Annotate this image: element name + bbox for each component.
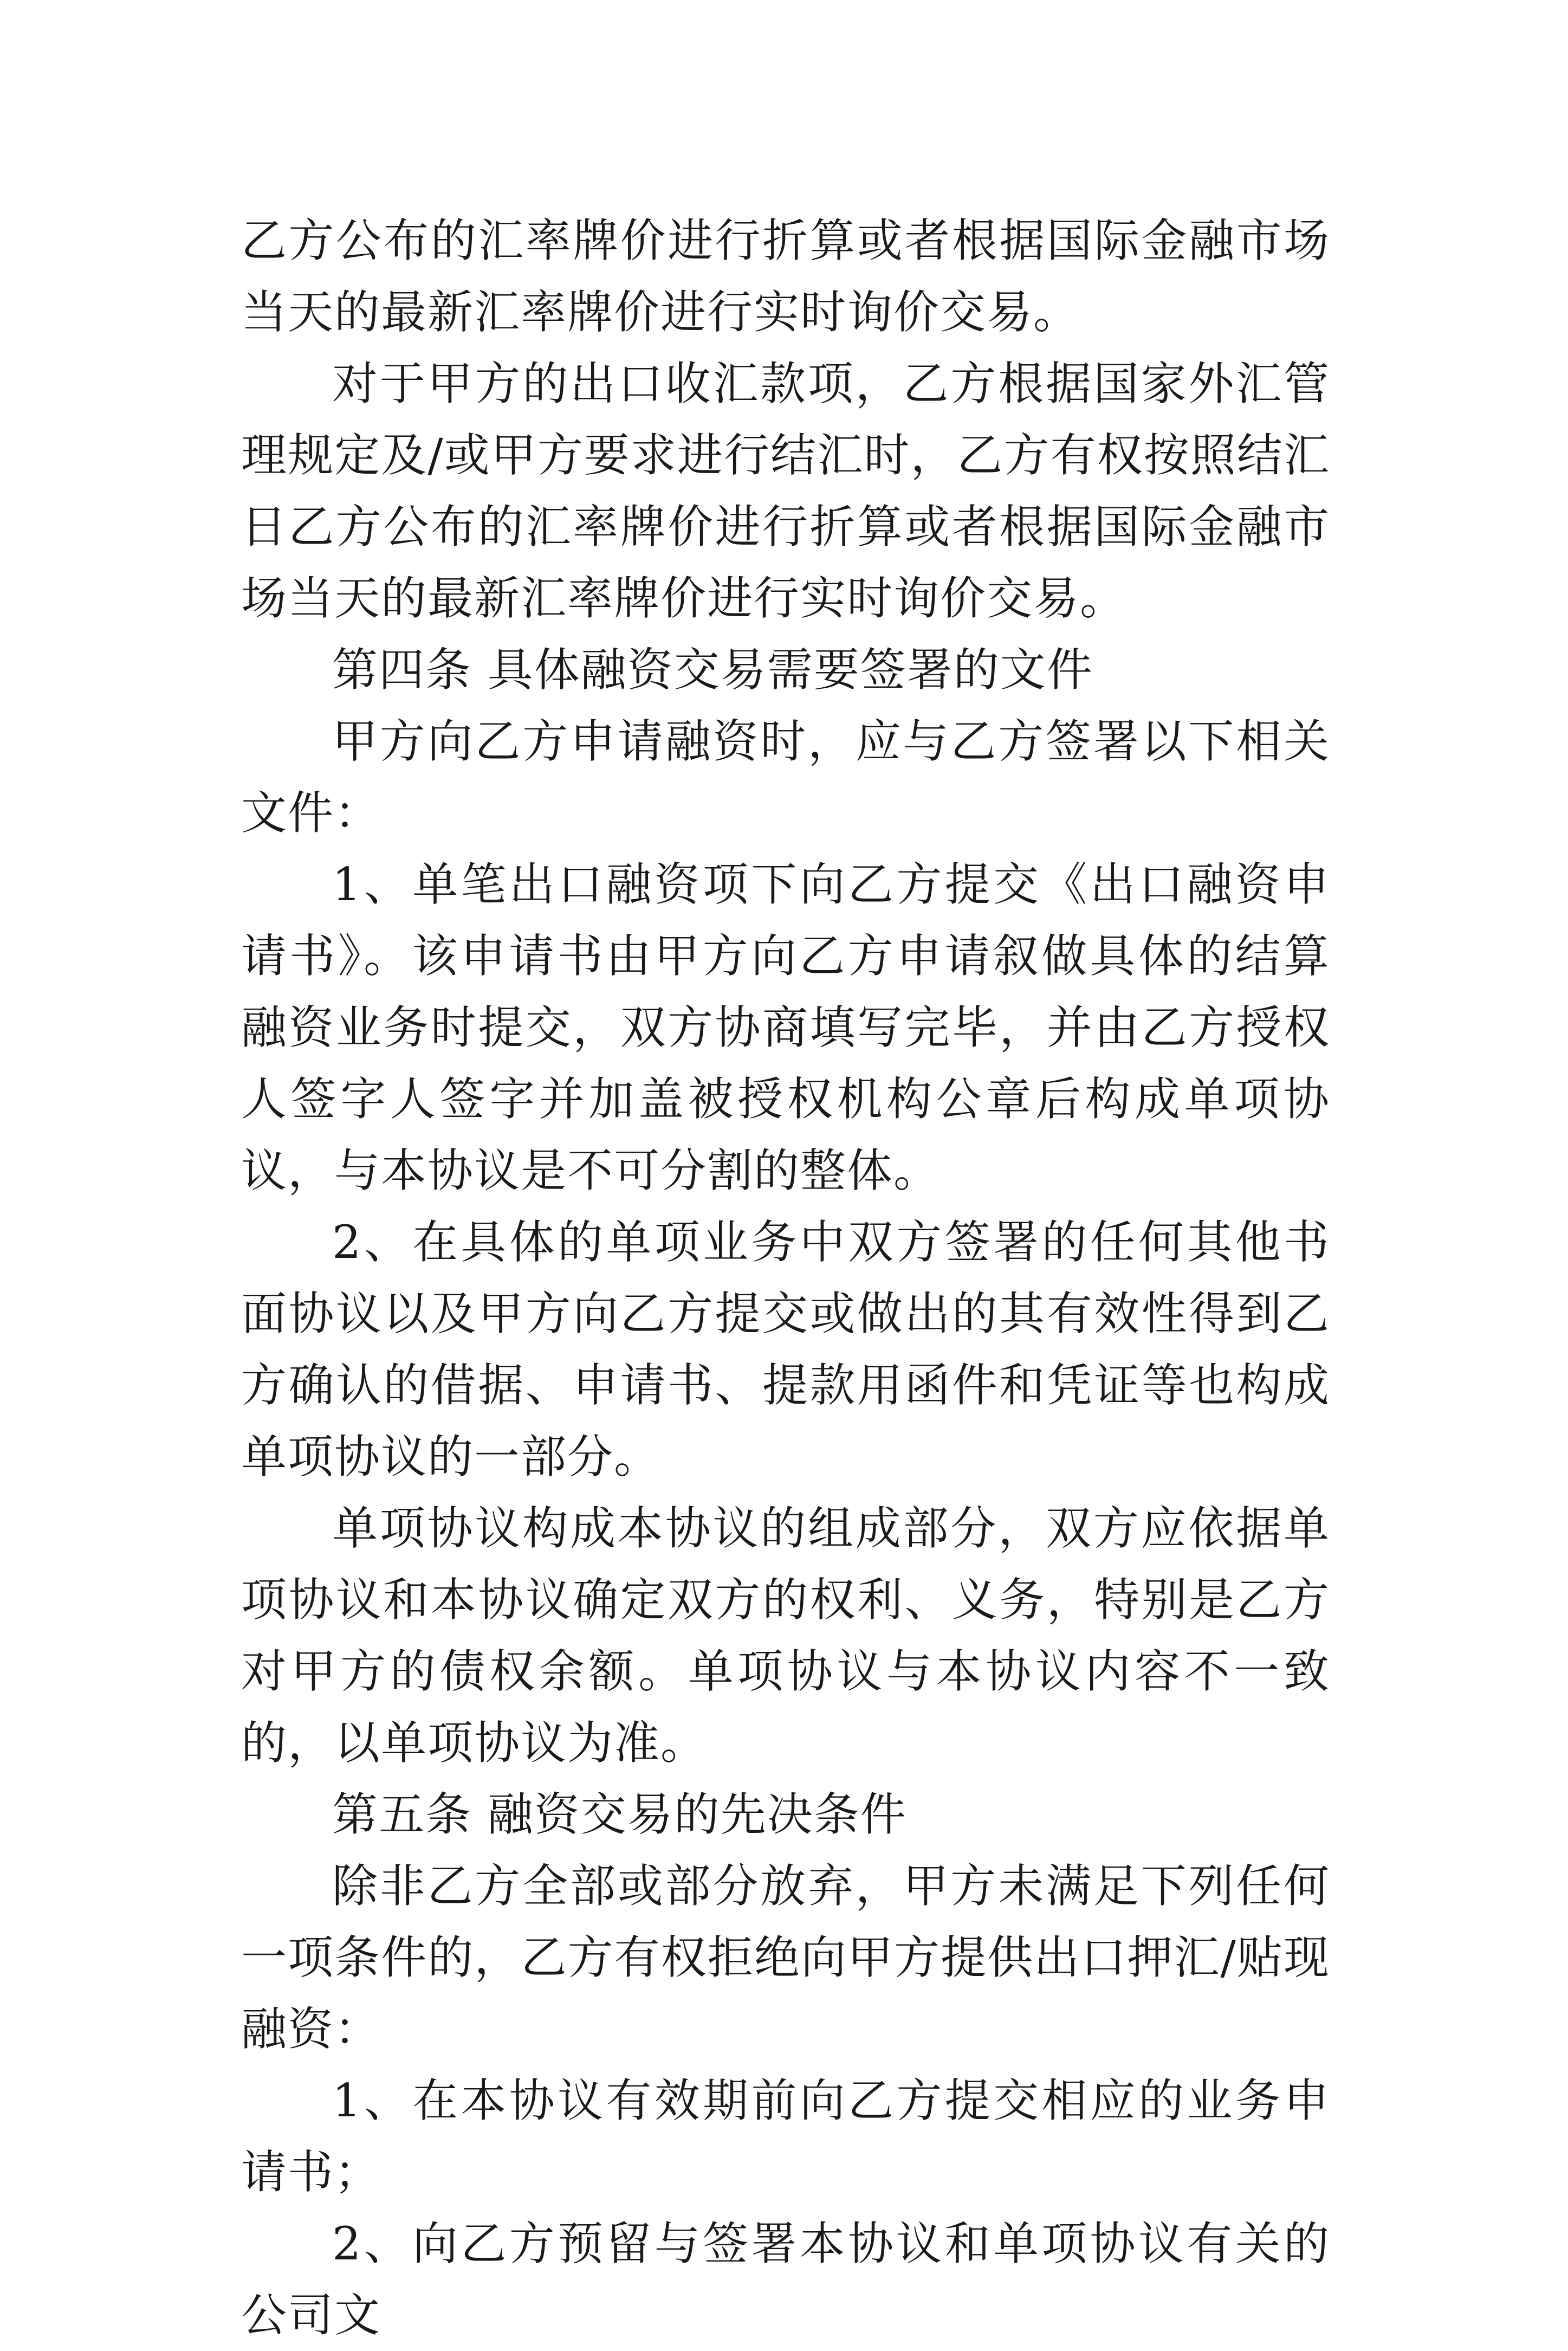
paragraph: 单项协议构成本协议的组成部分，双方应依据单项协议和本协议确定双方的权利、义务，特别是乙方对甲方的债权余额。单项协议与本协议内容不一致的，以单项协议为准。 (241, 1502, 1330, 1769)
paragraph: 2、在具体的单项业务中双方签署的任何其他书面协议以及甲方向乙方提交或做出的其有效性得到乙方确认的借据、申请书、提款用函件和凭证等也构成单项协议的一部分。 (241, 1216, 1330, 1483)
paragraph: 1、单笔出口融资项下向乙方提交《出口融资申请书》。该申请书由甲方向乙方申请叙做具体的结算融资业务时提交，双方协商填写完毕，并由乙方授权人签字人签字并加盖被授权机构公章后构成单项协议，与本协议是不可分割的整体。 (241, 858, 1330, 1197)
article-heading: 第五条 融资交易的先决条件 (332, 1788, 907, 1841)
paragraph: 对于甲方的出口收汇款项，乙方根据国家外汇管理规定及/或甲方要求进行结汇时，乙方有权按照结汇日乙方公布的汇率牌价进行折算或者根据国际金融市场当天的最新汇率牌价进行实时询价交易。 (241, 357, 1330, 625)
paragraph: 除非乙方全部或部分放弃，甲方未满足下列任何一项条件的，乙方有权拒绝向甲方提供出口押汇/贴现融资： (241, 1859, 1330, 2056)
article-heading: 第四条 具体融资交易需要签署的文件 (332, 643, 1093, 696)
paragraph: 甲方向乙方申请融资时，应与乙方签署以下相关文件： (241, 715, 1330, 839)
paragraph: 2、向乙方预留与签署本协议和单项协议有关的公司文 (241, 2217, 1330, 2342)
paragraph: 1、在本协议有效期前向乙方提交相应的业务申请书； (241, 2074, 1330, 2199)
document-body (241, 205, 1330, 2351)
paragraph-continuation: 乙方公布的汇率牌价进行折算或者根据国际金融市场当天的最新汇率牌价进行实时询价交易。 (241, 214, 1330, 339)
